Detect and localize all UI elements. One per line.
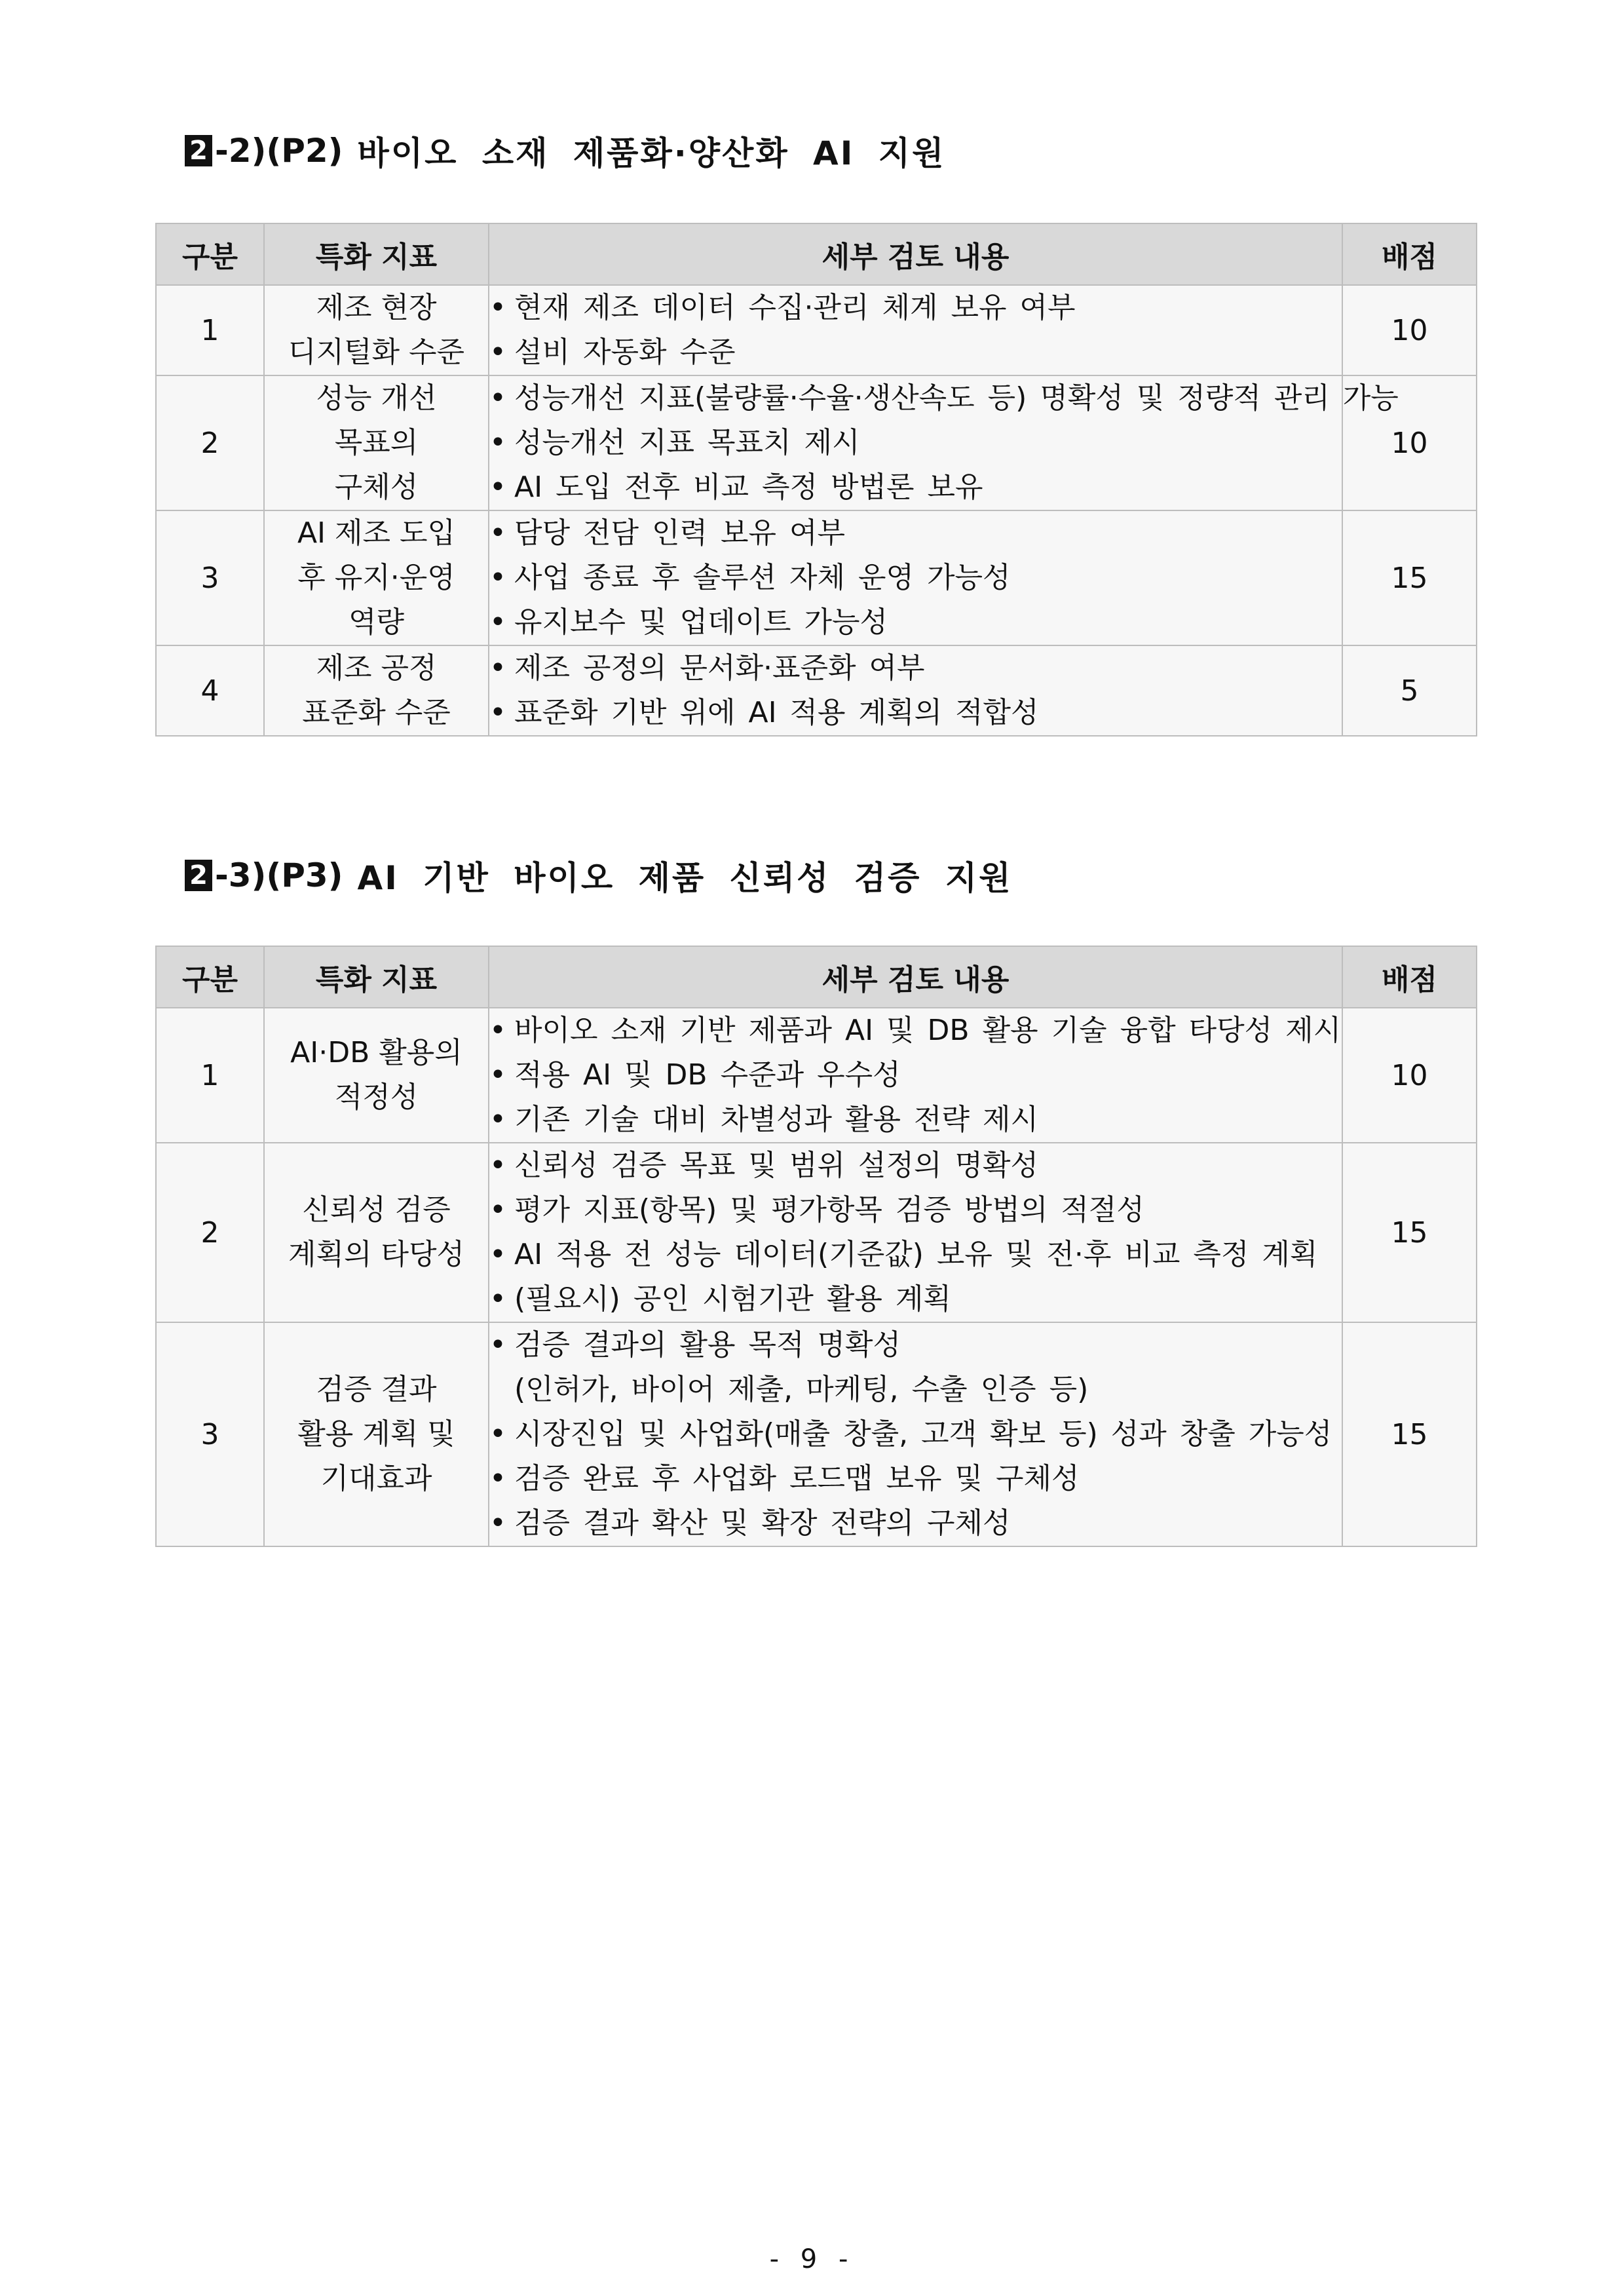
bullet-mark: • — [489, 1103, 506, 1136]
detail-text: 담당 전담 인력 보유 여부 — [514, 516, 845, 550]
bullet-mark: • — [489, 426, 506, 459]
section-title-p3 — [185, 849, 1013, 902]
bullet-mark: • — [489, 470, 506, 504]
row-score: 10 — [1342, 285, 1477, 375]
indicator-line: 계획의 타당성 — [288, 1238, 464, 1271]
detail-item — [489, 330, 1342, 375]
detail-item — [489, 1501, 1342, 1546]
row-number: 2 — [156, 375, 264, 510]
detail-item — [489, 1098, 1342, 1142]
row-indicator — [264, 285, 489, 375]
detail-text: 적용 AI 및 DB 수준과 우수성 — [514, 1058, 901, 1092]
detail-item — [489, 1143, 1342, 1188]
indicator-line: 성능 개선 — [316, 381, 437, 415]
detail-item — [489, 421, 1342, 465]
detail-text: 검증 결과의 활용 목적 명확성 — [514, 1328, 901, 1362]
row-number: 2 — [156, 1143, 264, 1322]
detail-item — [489, 376, 1399, 421]
detail-item — [489, 286, 1342, 330]
bullet-mark: • — [489, 1417, 506, 1451]
detail-text: 성능개선 지표 목표치 제시 — [514, 426, 860, 459]
bullet-mark: • — [489, 1506, 506, 1540]
table-body — [156, 1008, 1477, 1546]
detail-text: 성능개선 지표(불량률·수율·생산속도 등) 명확성 및 정량적 관리 가능 — [514, 381, 1399, 415]
detail-text: 현재 제조 데이터 수집·관리 체계 보유 여부 — [514, 291, 1076, 324]
row-details — [489, 375, 1399, 510]
row-details — [489, 1008, 1342, 1143]
detail-text: 제조 공정의 문서화·표준화 여부 — [514, 651, 925, 685]
bullet-mark: • — [489, 1149, 506, 1182]
detail-item — [489, 1323, 1342, 1368]
row-number: 3 — [156, 1322, 264, 1546]
table-row — [156, 1322, 1477, 1546]
section-title-text: 바이오 소재 제품화·양산화 AI 지원 — [357, 134, 946, 172]
detail-text: 유지보수 및 업데이트 가능성 — [514, 605, 888, 639]
table-row — [156, 375, 1477, 510]
row-indicator — [264, 510, 489, 645]
detail-item — [489, 1008, 1342, 1053]
row-indicator — [264, 1143, 489, 1322]
indicator-line: 제조 공정 — [316, 651, 437, 685]
indicator-line: 제조 현장 — [316, 291, 437, 324]
row-number: 1 — [156, 1008, 264, 1143]
section-title-text: AI 기반 바이오 제품 신뢰성 검증 지원 — [357, 859, 1013, 897]
detail-text: 평가 지표(항목) 및 평가항목 검증 방법의 적절성 — [514, 1193, 1144, 1227]
indicator-line: 검증 결과 — [316, 1373, 437, 1406]
table-row — [156, 1143, 1477, 1322]
detail-item — [489, 1233, 1342, 1277]
header-score: 배점 — [1342, 946, 1477, 1008]
section-code: -2)(P2) — [215, 132, 343, 170]
detail-item — [489, 1412, 1342, 1457]
row-indicator — [264, 1322, 489, 1546]
detail-text: (인허가, 바이어 제출, 마케팅, 수출 인증 등) — [514, 1373, 1089, 1406]
table-row — [156, 1008, 1477, 1143]
detail-item — [489, 1053, 1342, 1098]
header-indicator: 특화 지표 — [264, 946, 489, 1008]
header-indicator: 특화 지표 — [264, 223, 489, 285]
indicator-line: 기대효과 — [320, 1462, 432, 1495]
bullet-mark: • — [489, 1058, 506, 1092]
indicator-line: AI 제조 도입 — [297, 516, 456, 550]
indicator-line: 후 유지·운영 — [297, 561, 455, 594]
detail-item — [489, 646, 1342, 691]
review-table-p3 — [155, 946, 1477, 1547]
detail-item — [489, 1368, 1342, 1412]
header-no: 구분 — [156, 946, 264, 1008]
indicator-line: 디지털화 수준 — [288, 335, 464, 369]
detail-text: 시장진입 및 사업화(매출 창출, 고객 확보 등) 성과 창출 가능성 — [514, 1417, 1332, 1451]
bullet-mark: • — [489, 516, 506, 550]
row-details — [489, 1322, 1342, 1546]
bullet-mark: • — [489, 1462, 506, 1495]
row-score: 10 — [1342, 1008, 1477, 1143]
bullet-mark: • — [489, 1282, 506, 1316]
section-code: -3)(P3) — [215, 856, 343, 894]
row-score: 15 — [1342, 510, 1477, 645]
indicator-line: 신뢰성 검증 — [302, 1193, 451, 1227]
bullet-mark: • — [489, 381, 506, 415]
row-number: 1 — [156, 285, 264, 375]
bullet-mark: • — [489, 605, 506, 639]
detail-item — [489, 600, 1342, 645]
row-details — [489, 510, 1342, 645]
header-details: 세부 검토 내용 — [489, 223, 1342, 285]
bullet-mark: • — [489, 1328, 506, 1362]
detail-item — [489, 1277, 1342, 1322]
row-details — [489, 645, 1342, 736]
row-score: 15 — [1342, 1322, 1477, 1546]
detail-item — [489, 1188, 1342, 1233]
indicator-line: 적정성 — [334, 1081, 419, 1114]
detail-text: 표준화 기반 위에 AI 적용 계획의 적합성 — [514, 696, 1039, 729]
bullet-mark: • — [489, 291, 506, 324]
bullet-mark: • — [489, 1014, 506, 1047]
bullet-mark: • — [489, 561, 506, 594]
detail-text: 검증 결과 확산 및 확장 전략의 구체성 — [514, 1506, 1011, 1540]
table-row — [156, 645, 1477, 736]
indicator-line: 표준화 수준 — [302, 696, 451, 729]
detail-text: 설비 자동화 수준 — [514, 335, 736, 369]
detail-text: AI 도입 전후 비교 측정 방법론 보유 — [514, 470, 983, 504]
row-details — [489, 1143, 1342, 1322]
review-table-p2 — [155, 223, 1477, 737]
section-title-p2 — [185, 124, 945, 177]
detail-item — [489, 1457, 1342, 1501]
table-row — [156, 285, 1477, 375]
row-score: 5 — [1342, 645, 1477, 736]
detail-item — [489, 691, 1342, 735]
row-indicator — [264, 645, 489, 736]
table-header-row — [156, 223, 1477, 285]
detail-item — [489, 465, 1342, 510]
bullet-mark: • — [489, 1238, 506, 1271]
row-indicator — [264, 1008, 489, 1143]
header-score: 배점 — [1342, 223, 1477, 285]
indicator-line: 활용 계획 및 — [297, 1417, 455, 1451]
indicator-line: AI·DB 활용의 — [290, 1036, 463, 1069]
detail-text: 사업 종료 후 솔루션 자체 운영 가능성 — [514, 561, 1011, 594]
row-details — [489, 285, 1342, 375]
header-details: 세부 검토 내용 — [489, 946, 1342, 1008]
detail-text: AI 적용 전 성능 데이터(기준값) 보유 및 전·후 비교 측정 계획 — [514, 1238, 1318, 1271]
bullet-mark: • — [489, 335, 506, 369]
detail-item — [489, 511, 1342, 556]
page-number: - 9 - — [769, 2244, 855, 2274]
indicator-line: 구체성 — [334, 470, 419, 504]
indicator-line: 역량 — [348, 605, 404, 639]
row-indicator — [264, 375, 489, 510]
detail-text: 신뢰성 검증 목표 및 범위 설정의 명확성 — [514, 1149, 1038, 1182]
row-number: 4 — [156, 645, 264, 736]
row-score: 15 — [1342, 1143, 1477, 1322]
table-row — [156, 510, 1477, 645]
bullet-mark: • — [489, 1193, 506, 1227]
detail-text: (필요시) 공인 시험기관 활용 계획 — [514, 1282, 951, 1316]
detail-item — [489, 556, 1342, 600]
indicator-line: 목표의 — [334, 426, 419, 459]
table-body — [156, 285, 1477, 736]
header-no: 구분 — [156, 223, 264, 285]
detail-text: 기존 기술 대비 차별성과 활용 전략 제시 — [514, 1103, 1038, 1136]
section-number-box: 2 — [185, 135, 212, 166]
row-number: 3 — [156, 510, 264, 645]
section-number-box: 2 — [185, 860, 212, 891]
table-header-row — [156, 946, 1477, 1008]
detail-text: 검증 완료 후 사업화 로드맵 보유 및 구체성 — [514, 1462, 1080, 1495]
bullet-mark: • — [489, 651, 506, 685]
bullet-mark: • — [489, 696, 506, 729]
detail-text: 바이오 소재 기반 제품과 AI 및 DB 활용 기술 융합 타당성 제시 — [514, 1014, 1342, 1047]
row-score: 10 — [1342, 375, 1477, 510]
